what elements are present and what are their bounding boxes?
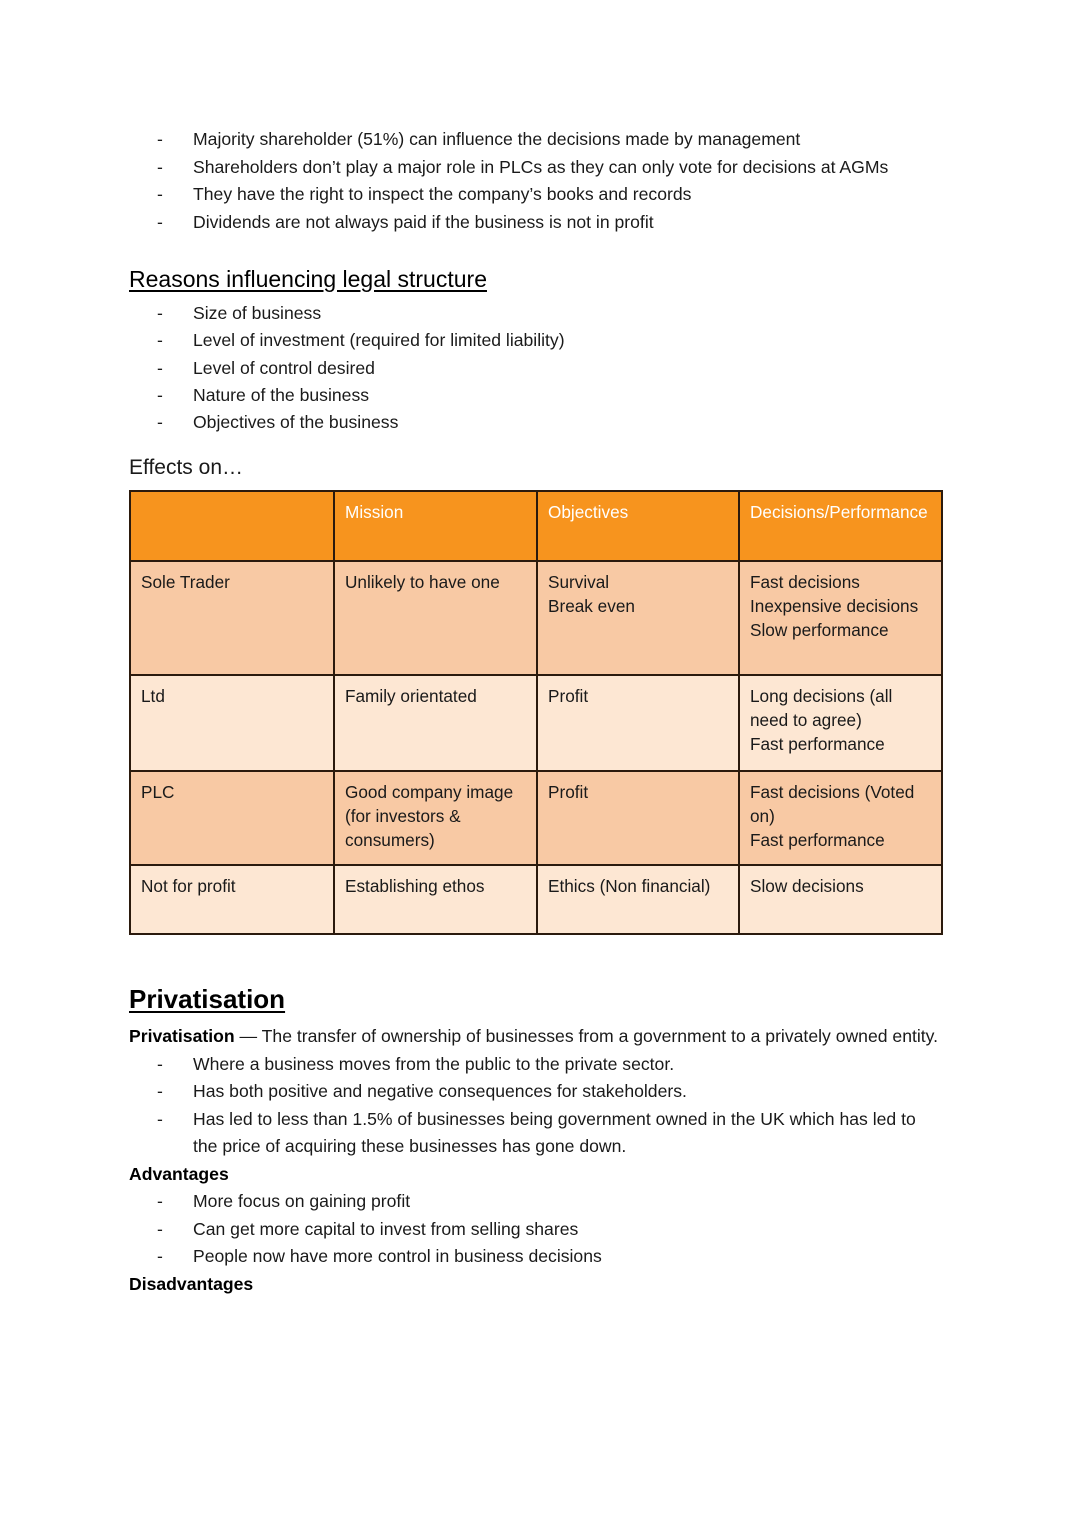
bullet-dash-icon: - bbox=[157, 1246, 163, 1267]
table-row bbox=[130, 771, 942, 865]
privatisation-heading-wrap bbox=[129, 983, 944, 1015]
table-header-cell-decisions: Decisions/Performance bbox=[739, 491, 942, 561]
list-item bbox=[129, 1216, 944, 1244]
section-heading-effects: Effects on… bbox=[129, 456, 244, 480]
cell-line: Fast decisions bbox=[750, 572, 860, 593]
cell-decisions bbox=[739, 675, 942, 771]
row-label-plc: PLC bbox=[130, 771, 334, 865]
privatisation-definition bbox=[129, 1023, 944, 1051]
list-item bbox=[129, 382, 944, 409]
table-header-cell-objectives: Objectives bbox=[537, 491, 739, 561]
cell-objectives bbox=[537, 865, 739, 934]
list-item-text: Level of control desired bbox=[193, 357, 375, 378]
cell-line: Survival bbox=[548, 572, 610, 593]
list-item-text: Nature of the business bbox=[193, 384, 370, 405]
bullet-dash-icon: - bbox=[157, 357, 163, 378]
cell-line: Break even bbox=[548, 596, 635, 617]
list-item-text: Objectives of the business bbox=[193, 412, 399, 433]
list-item-text: Has led to less than 1.5% of businesses being government owned in the UK which has led to the price of acquiring these businesses has gone down. bbox=[193, 1108, 916, 1157]
table-header-cell-mission: Mission bbox=[334, 491, 537, 561]
cell-line: Fast performance bbox=[750, 830, 885, 851]
cell-line: Profit bbox=[548, 782, 589, 803]
table-head bbox=[130, 491, 942, 561]
reasons-heading-wrap bbox=[129, 264, 944, 294]
document-content bbox=[129, 126, 944, 1298]
effects-table bbox=[129, 490, 943, 935]
cell-line: Profit bbox=[548, 686, 589, 707]
list-item-text: They have the right to inspect the company’s books and records bbox=[193, 184, 692, 204]
cell-decisions bbox=[739, 561, 942, 675]
cell-mission bbox=[334, 675, 537, 771]
definition-term: Privatisation bbox=[129, 1026, 235, 1047]
table-body bbox=[130, 561, 942, 934]
list-item-text: More focus on gaining profit bbox=[193, 1191, 411, 1212]
list-item-text: Dividends are not always paid if the business is not in profit bbox=[193, 211, 654, 232]
bullet-dash-icon: - bbox=[157, 412, 163, 433]
list-item bbox=[129, 126, 944, 154]
cell-mission bbox=[334, 561, 537, 675]
list-item bbox=[129, 1243, 944, 1271]
bullet-dash-icon: - bbox=[157, 303, 163, 323]
cell-decisions bbox=[739, 865, 942, 934]
bullet-dash-icon: - bbox=[157, 211, 163, 232]
list-item bbox=[129, 181, 944, 209]
list-item-text: Where a business moves from the public to the private sector. bbox=[193, 1053, 675, 1074]
table-row bbox=[130, 865, 942, 934]
definition-text: — The transfer of ownership of businesses from a government to a privately owned entity. bbox=[234, 1026, 939, 1047]
cell-objectives bbox=[537, 771, 739, 865]
table-row bbox=[130, 561, 942, 675]
list-item bbox=[129, 1188, 944, 1216]
table-header-row bbox=[130, 491, 942, 561]
list-item-text: Has both positive and negative consequences for stakeholders. bbox=[193, 1081, 687, 1102]
cell-line: Long decisions (all need to agree) bbox=[750, 686, 893, 731]
bullet-dash-icon: - bbox=[157, 1053, 163, 1074]
cell-line: Fast decisions (Voted on) bbox=[750, 782, 915, 827]
row-label-sole-trader: Sole Trader bbox=[130, 561, 334, 675]
table-header-cell-blank bbox=[130, 491, 334, 561]
list-item-text: Level of investment (required for limited liability) bbox=[193, 330, 565, 351]
list-item bbox=[129, 1078, 944, 1106]
cell-mission bbox=[334, 771, 537, 865]
cell-line: Family orientated bbox=[345, 686, 477, 707]
bullet-dash-icon: - bbox=[157, 384, 163, 405]
table-row bbox=[130, 675, 942, 771]
cell-decisions bbox=[739, 771, 942, 865]
bullet-dash-icon: - bbox=[157, 184, 163, 204]
list-item-text: Can get more capital to invest from selling shares bbox=[193, 1218, 579, 1239]
advantages-bullet-list bbox=[129, 1188, 944, 1271]
cell-line: Slow performance bbox=[750, 620, 889, 641]
cell-line: Good company image (for investors & consumers) bbox=[345, 782, 514, 851]
list-item-text: Size of business bbox=[193, 303, 322, 323]
cell-line: Slow decisions bbox=[750, 876, 864, 897]
bullet-dash-icon: - bbox=[157, 129, 163, 149]
section-heading-reasons: Reasons influencing legal structure bbox=[129, 266, 487, 292]
cell-mission bbox=[334, 865, 537, 934]
bullet-dash-icon: - bbox=[157, 1218, 163, 1239]
list-item-text: Majority shareholder (51%) can influence the decisions made by management bbox=[193, 129, 801, 149]
advantages-label: Advantages bbox=[129, 1163, 229, 1184]
cell-line: Unlikely to have one bbox=[345, 572, 500, 593]
cell-objectives bbox=[537, 675, 739, 771]
row-label-ltd: Ltd bbox=[130, 675, 334, 771]
top-bullet-list bbox=[129, 126, 944, 236]
list-item bbox=[129, 209, 944, 237]
list-item bbox=[129, 327, 944, 354]
list-item bbox=[129, 300, 944, 327]
row-label-not-for-profit: Not for profit bbox=[130, 865, 334, 934]
section-heading-privatisation: Privatisation bbox=[129, 984, 286, 1015]
bullet-dash-icon: - bbox=[157, 1191, 163, 1212]
disadvantages-label: Disadvantages bbox=[129, 1273, 254, 1294]
reasons-bullet-list bbox=[129, 300, 944, 436]
list-item bbox=[129, 409, 944, 436]
bullet-dash-icon: - bbox=[157, 1108, 163, 1129]
cell-line: Establishing ethos bbox=[345, 876, 485, 897]
bullet-dash-icon: - bbox=[157, 1081, 163, 1102]
list-item bbox=[129, 355, 944, 382]
cell-objectives bbox=[537, 561, 739, 675]
list-item bbox=[129, 154, 944, 182]
bullet-dash-icon: - bbox=[157, 156, 163, 177]
privatisation-bullet-list bbox=[129, 1051, 944, 1161]
bullet-dash-icon: - bbox=[157, 330, 163, 351]
list-item-text: Shareholders don’t play a major role in PLCs as they can only vote for decisions at AGMs bbox=[193, 156, 889, 177]
cell-line: Fast performance bbox=[750, 734, 885, 755]
list-item bbox=[129, 1106, 944, 1161]
list-item bbox=[129, 1051, 944, 1079]
list-item-text: People now have more control in business decisions bbox=[193, 1246, 602, 1267]
cell-line: Inexpensive decisions bbox=[750, 596, 919, 617]
cell-line: Ethics (Non financial) bbox=[548, 876, 711, 897]
